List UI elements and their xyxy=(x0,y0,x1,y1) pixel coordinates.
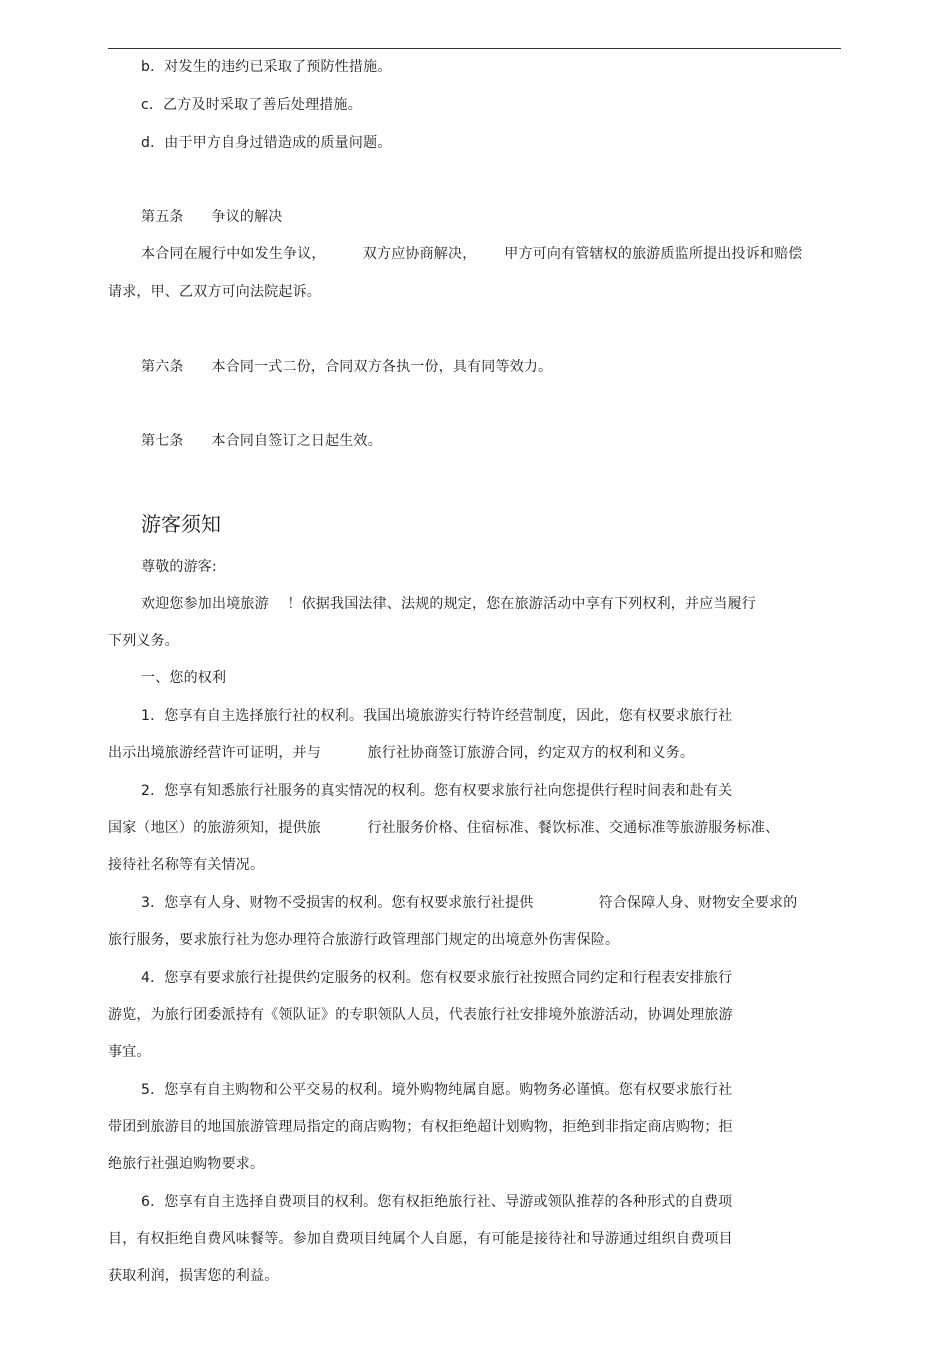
intro-line-1: 欢迎您参加出境旅游 ！依据我国法律、法规的规定，您在旅游活动中享有下列权利，并应当履行 xyxy=(141,596,756,612)
clause-c: c．乙方及时采取了善后处理措施。 xyxy=(141,97,362,113)
right-4-line-1: 4．您享有要求旅行社提供约定服务的权利。您有权要求旅行社按照合同约定和行程表安排旅行 xyxy=(141,970,733,986)
clause-d: d．由于甲方自身过错造成的质量问题。 xyxy=(141,135,392,151)
right-5-line-3: 绝旅行社强迫购物要求。 xyxy=(108,1156,265,1172)
right-4-line-2: 游览，为旅行团委派持有《领队证》的专职领队人员，代表旅行社安排境外旅游活动，协调处理旅游 xyxy=(108,1007,733,1023)
right-1-line-2: 出示出境旅游经营许可证明，并与 旅行社协商签订旅游合同，约定双方的权利和义务。 xyxy=(108,745,695,761)
article-5-line-1: 本合同在履行中如发生争议， 双方应协商解决， 甲方可向有管辖权的旅游质监所提出投诉和赔偿 xyxy=(141,246,803,262)
right-2-line-3: 接待社名称等有关情况。 xyxy=(108,857,265,873)
article-6: 第六条 本合同一式二份，合同双方各执一份，具有同等效力。 xyxy=(141,359,553,375)
right-4-line-3: 事宜。 xyxy=(108,1044,151,1060)
right-3-line-1: 3．您享有人身、财物不受损害的权利。您有权要求旅行社提供 符合保障人身、财物安全要求的 xyxy=(141,895,798,911)
section-rights-heading: 一、您的权利 xyxy=(141,670,227,686)
right-3-line-2: 旅行服务，要求旅行社为您办理符合旅游行政管理部门规定的出境意外伤害保险。 xyxy=(108,932,620,948)
right-1-line-1: 1．您享有自主选择旅行社的权利。我国出境旅游实行特许经营制度，因此，您有权要求旅行社 xyxy=(141,708,733,724)
article-7: 第七条 本合同自签订之日起生效。 xyxy=(141,433,382,449)
right-5-line-2: 带团到旅游目的地国旅游管理局指定的商店购物；有权拒绝超计划购物，拒绝到非指定商店购物；拒 xyxy=(108,1119,733,1135)
notice-title: 游客须知 xyxy=(141,512,221,536)
right-6-line-2: 目，有权拒绝自费风味餐等。参加自费项目纯属个人自愿，有可能是接待社和导游通过组织自费项目 xyxy=(108,1231,733,1247)
greeting: 尊敬的游客: xyxy=(141,559,217,575)
right-5-line-1: 5．您享有自主购物和公平交易的权利。境外购物纯属自愿。购物务必谨慎。您有权要求旅行社 xyxy=(141,1082,733,1098)
clause-b: b．对发生的违约已采取了预防性措施。 xyxy=(141,59,392,75)
right-6-line-1: 6．您享有自主选择自费项目的权利。您有权拒绝旅行社、导游或领队推荐的各种形式的自费项 xyxy=(141,1194,733,1210)
right-6-line-3: 获取利润，损害您的利益。 xyxy=(108,1268,279,1284)
intro-line-2: 下列义务。 xyxy=(108,633,179,649)
right-2-line-1: 2．您享有知悉旅行社服务的真实情况的权利。您有权要求旅行社向您提供行程时间表和赴有关 xyxy=(141,783,733,799)
header-rule xyxy=(108,48,841,49)
article-5-line-2: 请求，甲、乙双方可向法院起诉。 xyxy=(108,284,321,300)
article-5-title: 第五条 争议的解决 xyxy=(141,209,283,225)
right-2-line-2: 国家（地区）的旅游须知，提供旅 行社服务价格、住宿标准、餐饮标准、交通标准等旅游服务标准、 xyxy=(108,820,780,836)
